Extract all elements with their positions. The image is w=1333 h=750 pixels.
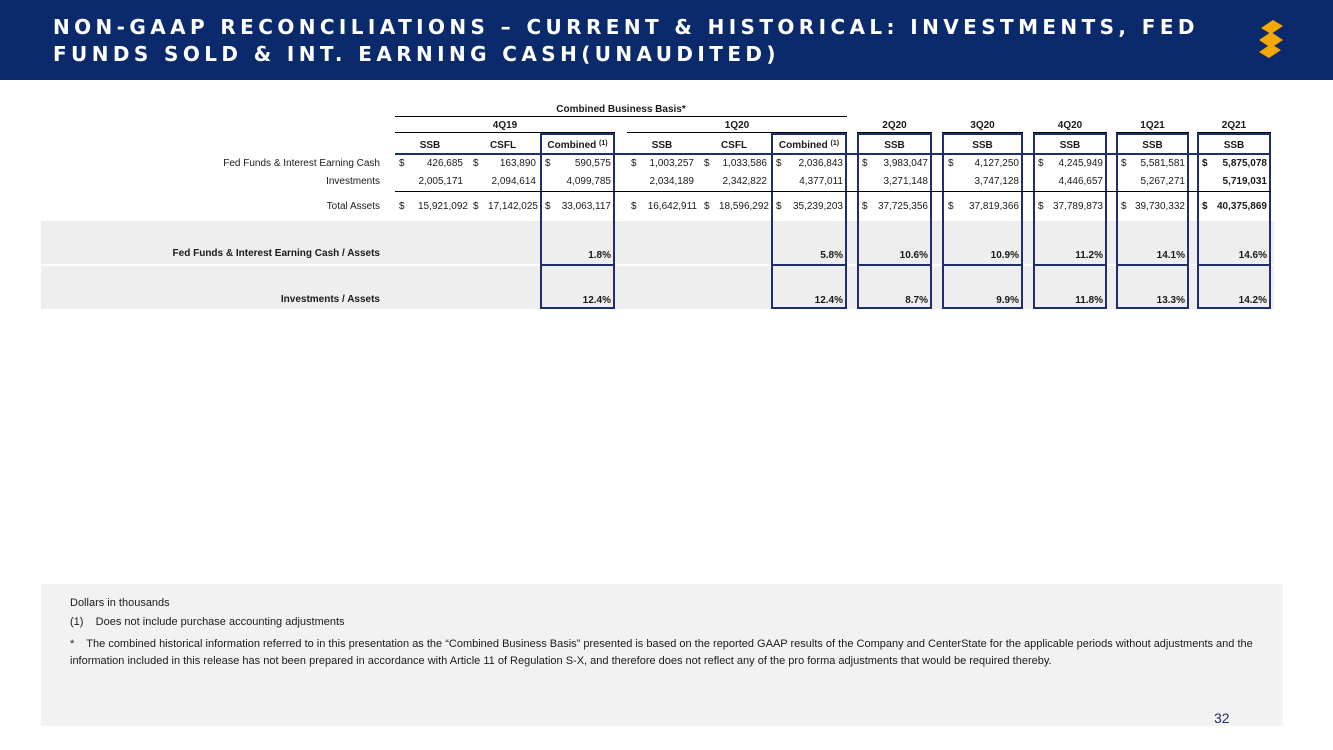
period-4q19-rule [395, 132, 615, 133]
dollar-sign: $ [776, 158, 782, 169]
period-1q20: 1Q20 [724, 120, 750, 131]
col-header: CSFL [720, 140, 748, 151]
group-label: Combined Business Basis* [556, 104, 686, 115]
table-cell: 5,719,031 [1222, 176, 1267, 187]
dollar-sign: $ [1202, 201, 1208, 212]
page-title-line-1: NON-GAAP RECONCILIATIONS – CURRENT & HISTORICAL: INVESTMENTS, FED [53, 15, 1199, 39]
table-cell: 37,789,873 [1052, 201, 1103, 212]
ratio-separator [1197, 264, 1271, 266]
dollar-sign: $ [948, 201, 954, 212]
table-cell: 35,239,203 [792, 201, 843, 212]
table-cell: 5,581,581 [1140, 158, 1185, 169]
table-cell: 2,094,614 [491, 176, 536, 187]
table-cell: 9.9% [996, 295, 1019, 306]
subtotal-rule [395, 191, 1271, 192]
row-label-inv-ratio: Investments / Assets [280, 294, 380, 305]
table-cell: 5,875,078 [1222, 158, 1267, 169]
table-cell: 4,446,657 [1058, 176, 1103, 187]
table-cell: 3,983,047 [883, 158, 928, 169]
row-label-investments: Investments [326, 176, 380, 187]
footnote-marker: (1) [830, 140, 840, 147]
table-cell: 2,036,843 [798, 158, 843, 169]
table-cell: 10.9% [990, 250, 1019, 261]
dollar-sign: $ [399, 201, 405, 212]
period-4q19: 4Q19 [492, 120, 518, 131]
table-cell: 2,034,189 [649, 176, 694, 187]
table-cell: 5,267,271 [1140, 176, 1185, 187]
row-label-fed-ratio: Fed Funds & Interest Earning Cash / Assets [172, 248, 380, 259]
table-cell: 18,596,292 [718, 201, 769, 212]
table-cell: 33,063,117 [561, 201, 611, 212]
ratio-separator [1033, 264, 1107, 266]
table-cell: 5.8% [820, 250, 843, 261]
table-cell: 4,127,250 [974, 158, 1019, 169]
table-cell: 2,005,171 [418, 176, 463, 187]
dollar-sign: $ [862, 201, 868, 212]
period-3q20-rule [942, 132, 1023, 133]
dollar-sign: $ [631, 201, 637, 212]
dollar-sign: $ [1038, 158, 1044, 169]
col-header: SSB [419, 140, 441, 151]
table-cell: 39,730,332 [1134, 201, 1185, 212]
dollar-sign: $ [473, 201, 479, 212]
period-2q21-rule [1197, 132, 1271, 133]
dollar-sign: $ [1038, 201, 1044, 212]
table-cell: 3,271,148 [883, 176, 928, 187]
footnote-1: (1) Does not include purchase accounting adjustments [70, 616, 345, 628]
table-cell: 1,003,257 [649, 158, 694, 169]
table-cell: 13.3% [1156, 295, 1185, 306]
ratio-separator [942, 264, 1023, 266]
table-cell: 163,890 [499, 158, 536, 169]
dollar-sign: $ [473, 158, 479, 169]
col-header: SSB [1059, 140, 1081, 151]
title-bar [0, 0, 1333, 80]
col-header: Combined $^{(1)}$ [778, 140, 840, 151]
dollar-sign: $ [704, 158, 710, 169]
table-cell: 11.2% [1075, 250, 1103, 261]
period-2q20-rule [857, 132, 932, 133]
col-header: Combined $^{(1)}$ [547, 140, 608, 151]
footnote-units: Dollars in thousands [70, 597, 170, 609]
footnote-marker: (1) [599, 140, 608, 147]
dollar-sign: $ [1121, 201, 1127, 212]
table-cell: 12.4% [814, 295, 843, 306]
col-header: SSB [972, 140, 993, 151]
table-cell: 16,642,911 [647, 201, 697, 212]
dollar-sign: $ [704, 201, 710, 212]
dollar-sign: $ [862, 158, 868, 169]
table-cell: 11.8% [1075, 295, 1103, 306]
footnote-combined-basis: * The combined historical information referred to in this presentation as the “Combined Business Basis” presented is based on the reported GAAP results of the Company and CenterState for the applicable periods without adjustments and the information included in this release has not been prepared in accordance with Article 11 of Regulation S-X, and therefore does not reflect any of the pro forma adjustments that would be required thereby. [70, 638, 1256, 667]
dollar-sign: $ [545, 201, 551, 212]
period-2q21: 2Q21 [1221, 120, 1247, 131]
ssb-logo-icon [1257, 18, 1285, 60]
col-header: SSB [1223, 140, 1245, 151]
dollar-sign: $ [948, 158, 954, 169]
group-rule [395, 116, 847, 117]
table-cell: 14.2% [1238, 295, 1267, 306]
table-cell: 4,099,785 [566, 176, 611, 187]
header-rule [395, 153, 1271, 155]
row-label-total-assets: Total Assets [326, 201, 380, 212]
period-1q21: 1Q21 [1140, 120, 1165, 131]
table-cell: 4,245,949 [1058, 158, 1103, 169]
col-header: SSB [1142, 140, 1163, 151]
ratio-separator [771, 264, 847, 266]
dollar-sign: $ [545, 158, 551, 169]
table-cell: 37,819,366 [968, 201, 1019, 212]
table-cell: 426,685 [426, 158, 463, 169]
col-header: CSFL [489, 140, 517, 151]
col-header: SSB [884, 140, 905, 151]
table-cell: 40,375,869 [1216, 201, 1267, 212]
dollar-sign: $ [399, 158, 405, 169]
page-title [53, 14, 1243, 68]
dollar-sign: $ [1202, 158, 1208, 169]
table-cell: 8.7% [905, 295, 928, 306]
table-cell: 14.6% [1238, 250, 1267, 261]
ratio-separator [1116, 264, 1189, 266]
ratio-separator [857, 264, 932, 266]
table-cell: 12.4% [582, 295, 611, 306]
period-1q20-rule [627, 132, 847, 133]
dollar-sign: $ [776, 201, 782, 212]
period-4q20: 4Q20 [1057, 120, 1083, 131]
period-3q20: 3Q20 [970, 120, 995, 131]
table-cell: 10.6% [899, 250, 928, 261]
period-4q20-rule [1033, 132, 1107, 133]
table-cell: 590,575 [574, 158, 611, 169]
table-cell: 15,921,092 [417, 201, 468, 212]
table-cell: 37,725,356 [877, 201, 928, 212]
row-label-fed-funds: Fed Funds & Interest Earning Cash [223, 158, 380, 169]
ratio-separator [540, 264, 615, 266]
dollar-sign: $ [1121, 158, 1127, 169]
table-cell: 1.8% [588, 250, 611, 261]
table-cell: 2,342,822 [722, 176, 767, 187]
page-number: 32 [1214, 710, 1230, 726]
table-cell: 1,033,586 [722, 158, 767, 169]
page-title-line-2: FUNDS SOLD & INT. EARNING CASH(UNAUDITED) [53, 42, 780, 66]
dollar-sign: $ [631, 158, 637, 169]
period-2q20: 2Q20 [882, 120, 907, 131]
table-cell: 4,377,011 [799, 176, 843, 187]
table-cell: 14.1% [1156, 250, 1185, 261]
table-cell: 3,747,128 [974, 176, 1019, 187]
table-cell: 17,142,025 [487, 201, 538, 212]
col-header: SSB [651, 140, 673, 151]
period-1q21-rule [1116, 132, 1189, 133]
